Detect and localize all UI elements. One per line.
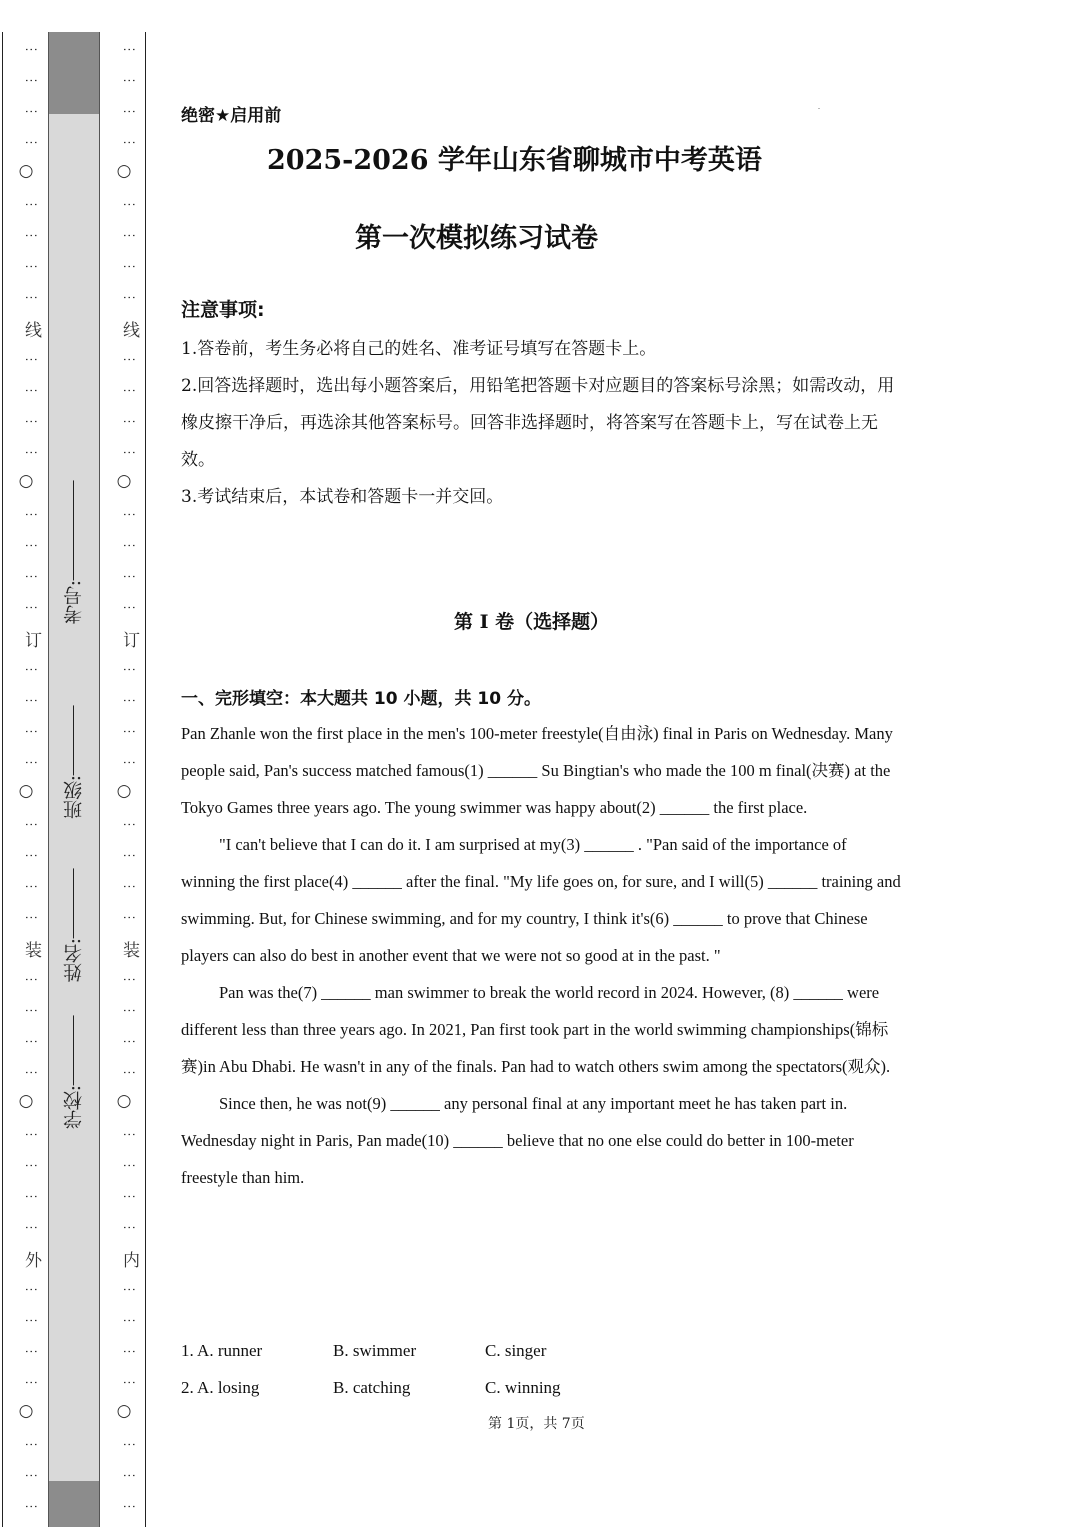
dots-mark: ⋮: [23, 508, 38, 520]
dots-mark: ⋮: [121, 663, 136, 675]
option-row: [181, 1369, 637, 1406]
dots-mark: ⋮: [121, 508, 136, 520]
seal-char: 内: [119, 1250, 139, 1268]
circle-mark: ○: [116, 781, 132, 801]
seal-char: 线: [119, 320, 139, 338]
school-label: 学校:: [63, 1085, 85, 1130]
dots-mark: ⋮: [23, 880, 38, 892]
option-c[interactable]: C. winning: [485, 1378, 561, 1397]
circle-mark: ○: [18, 471, 34, 491]
class-label: 班级:: [63, 775, 85, 820]
option-a[interactable]: 2. A. losing: [181, 1378, 260, 1397]
notice-item: 2.回答选择题时，选出每小题答案后，用铅笔把答题卡对应题目的答案标号涂黑；如需改动，用橡皮擦干净后，再选涂其他答案标号。回答非选择题时，将答案写在答题卡上，写在试卷上无效。: [181, 376, 895, 470]
exam-title: 2025-2026 学年山东省聊城市中考英语: [267, 145, 762, 176]
section-heading: 一、完形填空：本大题共 10 小题，共 10 分。: [181, 689, 541, 709]
dots-mark: ⋮: [121, 1438, 136, 1450]
dots-mark: ⋮: [121, 539, 136, 551]
band-cap-bottom: [49, 1481, 99, 1527]
dots-mark: ⋮: [23, 74, 38, 86]
seal-char: 装: [119, 940, 139, 958]
dots-mark: ⋮: [23, 446, 38, 458]
dots-mark: ⋮: [23, 601, 38, 613]
class-field[interactable]: [60, 705, 87, 819]
class-blank: [73, 705, 74, 775]
dots-mark: ⋮: [121, 756, 136, 768]
outer-seal-line: [14, 32, 41, 1527]
dots-mark: ⋮: [23, 911, 38, 923]
margin-border-left: [2, 32, 3, 1527]
dots-mark: ⋮: [121, 136, 136, 148]
circle-mark: ○: [116, 1401, 132, 1421]
band-cap-top: [49, 32, 99, 114]
dots-mark: ⋮: [23, 1159, 38, 1171]
seal-char: 订: [21, 630, 41, 648]
option-c[interactable]: C. singer: [485, 1341, 547, 1360]
dots-mark: ⋮: [23, 694, 38, 706]
dots-mark: ⋮: [23, 818, 38, 830]
dots-mark: ⋮: [23, 1035, 38, 1047]
option-b[interactable]: B. catching: [333, 1378, 411, 1397]
exam-subtitle: 第一次模拟练习试卷: [355, 223, 598, 254]
seal-char: 线: [21, 320, 41, 338]
binding-margin: [0, 0, 150, 1527]
page-number: 第 1页，共 7页: [488, 1416, 585, 1432]
dots-mark: ⋮: [23, 229, 38, 241]
dots-mark: ⋮: [121, 43, 136, 55]
exam-no-field[interactable]: [60, 480, 87, 624]
dots-mark: ⋮: [121, 1283, 136, 1295]
option-a[interactable]: 1. A. runner: [181, 1341, 263, 1360]
dots-mark: ⋮: [121, 446, 136, 458]
dots-mark: ⋮: [121, 291, 136, 303]
dots-mark: ⋮: [23, 136, 38, 148]
school-blank: [73, 1015, 74, 1085]
dots-mark: ⋮: [23, 415, 38, 427]
dots-mark: ⋮: [23, 849, 38, 861]
circle-mark: ○: [18, 161, 34, 181]
name-blank: [73, 868, 74, 938]
name-label: 姓名:: [63, 938, 85, 983]
dots-mark: ⋮: [121, 198, 136, 210]
dots-mark: ⋮: [23, 725, 38, 737]
passage-paragraph: "I can't believe that I can do it. I am surprised at my(3) ______ . "Pan said of the importance of winning the first place(4) ______ after the final. "My life goes on, for sure, and I will(5) ______ training and swimming. But, for Chinese swimming, and for my country, I think it's(6) ______ to prove that Chinese players can also do best in another event that we were not so good at in the past. ": [181, 835, 901, 965]
dots-mark: ⋮: [23, 539, 38, 551]
inner-seal-line: [112, 32, 139, 1527]
dots-mark: ⋮: [121, 260, 136, 272]
dots-mark: ⋮: [23, 1004, 38, 1016]
dots-mark: ⋮: [23, 756, 38, 768]
dots-mark: ⋮: [121, 973, 136, 985]
dots-mark: ⋮: [121, 1469, 136, 1481]
dots-mark: ⋮: [23, 198, 38, 210]
dots-mark: ⋮: [23, 1469, 38, 1481]
circle-mark: ○: [116, 471, 132, 491]
dots-mark: ⋮: [121, 911, 136, 923]
seal-char: 订: [119, 630, 139, 648]
dots-mark: ⋮: [23, 1345, 38, 1357]
dots-mark: ⋮: [121, 1159, 136, 1171]
notice-list: [181, 331, 903, 516]
dots-mark: ⋮: [121, 1345, 136, 1357]
dots-mark: ⋮: [121, 1128, 136, 1140]
dots-mark: ⋮: [121, 384, 136, 396]
dots-mark: ⋮: [121, 1190, 136, 1202]
dots-mark: ⋮: [23, 1190, 38, 1202]
circle-mark: ○: [18, 1401, 34, 1421]
dots-mark: ⋮: [121, 818, 136, 830]
name-field[interactable]: [60, 868, 87, 982]
notice-heading: 注意事项:: [181, 299, 265, 321]
dots-mark: ⋮: [23, 105, 38, 117]
dots-mark: ⋮: [23, 1376, 38, 1388]
dots-mark: ⋮: [23, 1314, 38, 1326]
notice-item: 1.答卷前，考生务必将自己的姓名、准考证号填写在答题卡上。: [181, 339, 657, 359]
dots-mark: ⋮: [23, 1221, 38, 1233]
passage-paragraph: Since then, he was not(9) ______ any personal final at any important meet he has taken part in.: [219, 1094, 848, 1113]
dots-mark: ⋮: [23, 1128, 38, 1140]
dots-mark: ⋮: [23, 1500, 38, 1512]
dots-mark: ⋮: [121, 1314, 136, 1326]
dots-mark: ⋮: [23, 353, 38, 365]
dots-mark: ⋮: [121, 725, 136, 737]
circle-mark: ○: [116, 1091, 132, 1111]
dots-mark: ⋮: [23, 1438, 38, 1450]
passage-paragraph: Pan Zhanle won the first place in the men's 100-meter freestyle(自由泳) final in Paris on Wednesday. Many people said, Pan's success matched famous(1) ______ Su Bingtian's who made the 100 m final(决赛) at the Tokyo Games three years ago. The young swimmer was happy about(2) ______ the first place.: [181, 724, 893, 817]
dots-mark: ⋮: [23, 291, 38, 303]
confidential-mark: 绝密★启用前: [181, 106, 282, 126]
option-row: [181, 1332, 637, 1369]
dots-mark: ⋮: [121, 880, 136, 892]
dots-mark: ⋮: [121, 105, 136, 117]
dots-mark: ⋮: [23, 43, 38, 55]
dots-mark: ⋮: [121, 1066, 136, 1078]
option-b[interactable]: B. swimmer: [333, 1341, 417, 1360]
passage-paragraph: Wednesday night in Paris, Pan made(10) ______ believe that no one else could do better in 100-meter freestyle than him.: [181, 1131, 854, 1187]
dots-mark: ⋮: [121, 1376, 136, 1388]
dots-mark: ⋮: [23, 260, 38, 272]
dots-mark: ⋮: [23, 384, 38, 396]
dots-mark: ⋮: [121, 353, 136, 365]
dots-mark: ⋮: [23, 973, 38, 985]
notice-item: 3.考试结束后，本试卷和答题卡一并交回。: [181, 487, 504, 507]
seal-char: 装: [21, 940, 41, 958]
dots-mark: ⋮: [23, 1283, 38, 1295]
school-field[interactable]: [60, 1015, 87, 1129]
scan-speck: [818, 108, 820, 109]
exam-no-blank: [73, 480, 74, 580]
margin-border-right: [145, 32, 146, 1527]
dots-mark: ⋮: [23, 1066, 38, 1078]
seal-char: 外: [21, 1250, 41, 1268]
dots-mark: ⋮: [121, 415, 136, 427]
cloze-passage: [181, 715, 903, 1196]
circle-mark: ○: [116, 161, 132, 181]
dots-mark: ⋮: [121, 1004, 136, 1016]
part-title: 第 I 卷（选择题）: [454, 611, 610, 633]
dots-mark: ⋮: [121, 1500, 136, 1512]
circle-mark: ○: [18, 781, 34, 801]
dots-mark: ⋮: [23, 570, 38, 582]
dots-mark: ⋮: [121, 74, 136, 86]
dots-mark: ⋮: [121, 570, 136, 582]
dots-mark: ⋮: [121, 849, 136, 861]
dots-mark: ⋮: [121, 694, 136, 706]
dots-mark: ⋮: [121, 1035, 136, 1047]
dots-mark: ⋮: [23, 663, 38, 675]
exam-no-label: 考号:: [63, 580, 85, 625]
passage-paragraph: Pan was the(7) ______ man swimmer to break the world record in 2024. However, (8) ______ were different less than three years ago. In 2021, Pan first took part in the world swimming championships(锦标赛)in Abu Dhabi. He wasn't in any of the finals. Pan had to watch others swim among the spectators(观众).: [181, 983, 891, 1076]
dots-mark: ⋮: [121, 229, 136, 241]
dots-mark: ⋮: [121, 601, 136, 613]
circle-mark: ○: [18, 1091, 34, 1111]
dots-mark: ⋮: [121, 1221, 136, 1233]
question-options: [181, 1332, 637, 1406]
